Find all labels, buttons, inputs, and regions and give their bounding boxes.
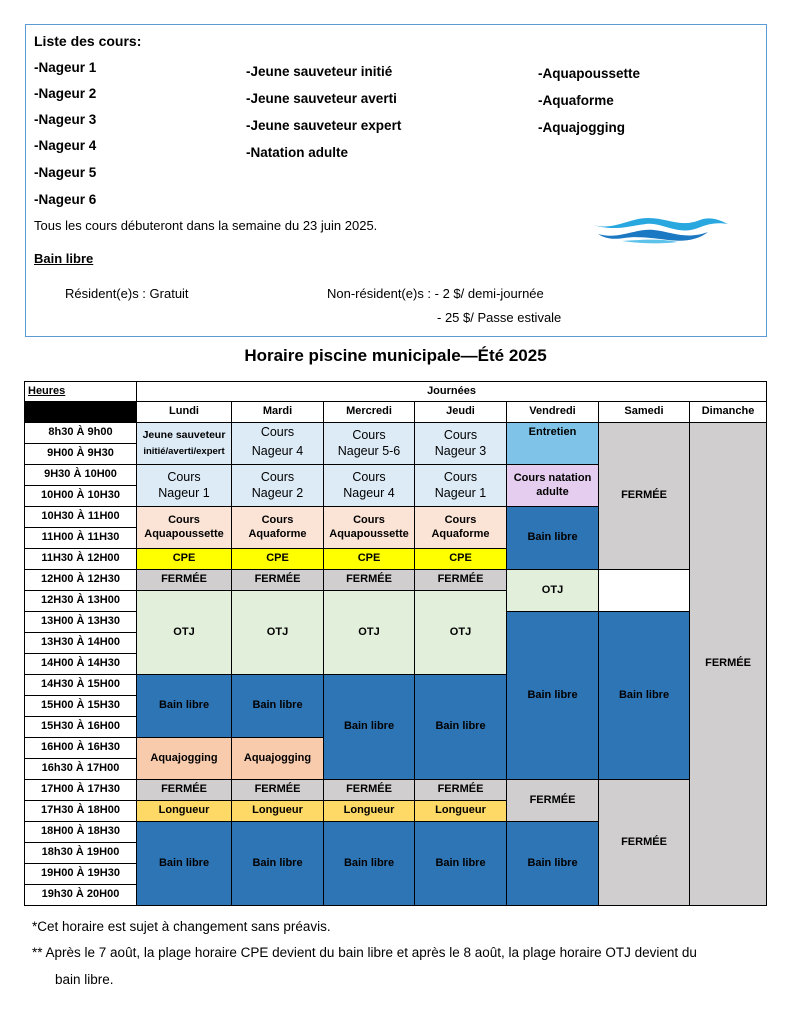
schedule-cell-otj: OTJ (507, 570, 599, 612)
course-item: -Natation adulte (246, 145, 349, 160)
schedule-cell-fermee: FERMÉE (690, 423, 767, 906)
course-item: -Aquaforme (538, 93, 614, 108)
schedule-cell-fermee: FERMÉE (324, 780, 415, 801)
schedule-cell-cpe: CPE (415, 549, 507, 570)
schedule-cell-aquapoussette: Cours Aquapoussette (324, 507, 415, 549)
time-slot: 16h30 À 17H00 (25, 759, 137, 780)
time-slot: 16H00 À 16H30 (25, 738, 137, 759)
time-slot: 15H00 À 15H30 (25, 696, 137, 717)
schedule-cell-bain-libre: Bain libre (232, 822, 324, 906)
schedule-cell-bain-libre: Bain libre (507, 507, 599, 570)
time-slot: 19h30 À 20H00 (25, 885, 137, 906)
course-item: -Aquajogging (538, 120, 625, 135)
time-slot: 13H30 À 14H00 (25, 633, 137, 654)
schedule-cell-entretien: Entretien (507, 423, 599, 465)
time-slot: 18h30 À 19H00 (25, 843, 137, 864)
time-slot: 17H00 À 17H30 (25, 780, 137, 801)
schedule-cell-nageur-3: Cours Nageur 3 (415, 423, 507, 465)
time-slot: 12H30 À 13H00 (25, 591, 137, 612)
schedule-cell-nageur-5-6: Cours Nageur 5-6 (324, 423, 415, 465)
time-slot: 14H00 À 14H30 (25, 654, 137, 675)
schedule-cell-fermee: FERMÉE (599, 423, 690, 570)
schedule-cell-bain-libre: Bain libre (415, 675, 507, 780)
schedule-cell-longueur: Longueur (324, 801, 415, 822)
schedule-cell-bain-libre: Bain libre (507, 822, 599, 906)
schedule-cell-otj: OTJ (137, 591, 232, 675)
schedule-cell-bain-libre: Bain libre (599, 612, 690, 780)
schedule-cell-longueur: Longueur (232, 801, 324, 822)
schedule-cell-nageur-1: Cours Nageur 1 (137, 465, 232, 507)
schedule-cell-otj: OTJ (415, 591, 507, 675)
schedule-cell-fermee: FERMÉE (137, 570, 232, 591)
course-item: -Nageur 3 (34, 112, 97, 127)
time-slot: 9H00 À 9H30 (25, 444, 137, 465)
course-item: -Nageur 6 (34, 192, 97, 207)
schedule-cell-otj: OTJ (324, 591, 415, 675)
course-list-heading: Liste des cours: (34, 33, 142, 49)
footnote: ** Après le 7 août, la plage horaire CPE devient du bain libre et après le 8 août, la plage horaire OTJ devient du (32, 945, 697, 960)
bain-libre-heading: Bain libre (34, 251, 94, 266)
course-item: -Aquapoussette (538, 66, 641, 81)
time-slot: 8h30 À 9h00 (25, 423, 137, 444)
day-header-dimanche: Dimanche (690, 402, 767, 423)
hours-header: Heures (25, 382, 137, 402)
schedule-cell-cpe: CPE (137, 549, 232, 570)
schedule-cell-jeune-sauveteur: Jeune sauveteur initié/averti/expert (137, 423, 232, 465)
days-header: Journées (137, 382, 767, 402)
schedule-cell-aquaforme: Cours Aquaforme (232, 507, 324, 549)
page-title: Horaire piscine municipale—Été 2025 (244, 346, 547, 365)
schedule-cell-nageur-2: Cours Nageur 2 (232, 465, 324, 507)
schedule-cell-otj: OTJ (232, 591, 324, 675)
time-slot: 14H30 À 15H00 (25, 675, 137, 696)
day-header-lundi: Lundi (137, 402, 232, 423)
time-slot: 13H00 À 13H30 (25, 612, 137, 633)
resident-price: Résident(e)s : Gratuit (65, 286, 189, 301)
time-slot: 19H00 À 19H30 (25, 864, 137, 885)
schedule-cell-nageur-1: Cours Nageur 1 (415, 465, 507, 507)
schedule-cell-bain-libre: Bain libre (507, 612, 599, 780)
course-item: -Jeune sauveteur initié (246, 64, 393, 79)
time-slot: 9H30 À 10H00 (25, 465, 137, 486)
schedule-cell-bain-libre: Bain libre (324, 822, 415, 906)
schedule-cell-aquapoussette: Cours Aquapoussette (137, 507, 232, 549)
day-header-vendredi: Vendredi (507, 402, 599, 423)
schedule-cell-fermee: FERMÉE (415, 570, 507, 591)
time-slot: 15H30 À 16H00 (25, 717, 137, 738)
schedule-cell-nageur-4: Cours Nageur 4 (324, 465, 415, 507)
footnote: *Cet horaire est sujet à changement sans préavis. (32, 919, 331, 934)
schedule-cell-natation-adulte: Cours natation adulte (507, 465, 599, 507)
schedule-cell-cpe: CPE (324, 549, 415, 570)
time-slot: 10H00 À 10H30 (25, 486, 137, 507)
time-slot: 17H30 À 18H00 (25, 801, 137, 822)
schedule-cell-fermee: FERMÉE (507, 780, 599, 822)
header-spacer (25, 402, 137, 423)
time-slot: 18H00 À 18H30 (25, 822, 137, 843)
schedule-table (24, 381, 767, 906)
schedule-cell-longueur: Longueur (415, 801, 507, 822)
schedule-cell-fermee: FERMÉE (324, 570, 415, 591)
day-header-mercredi: Mercredi (324, 402, 415, 423)
schedule-cell-bain-libre: Bain libre (415, 822, 507, 906)
schedule-cell-fermee: FERMÉE (232, 780, 324, 801)
course-item: -Jeune sauveteur expert (246, 118, 402, 133)
schedule-cell-fermee: FERMÉE (232, 570, 324, 591)
schedule-cell-bain-libre: Bain libre (232, 675, 324, 738)
time-slot: 11H30 À 12H00 (25, 549, 137, 570)
time-slot: 12H00 À 12H30 (25, 570, 137, 591)
day-header-samedi: Samedi (599, 402, 690, 423)
time-slot: 10H30 À 11H00 (25, 507, 137, 528)
season-pass-price: - 25 $/ Passe estivale (437, 310, 562, 325)
non-resident-price: Non-résident(e)s : - 2 $/ demi-journée (327, 286, 544, 301)
day-header-mardi: Mardi (232, 402, 324, 423)
waves-icon (588, 210, 730, 244)
schedule-cell-bain-libre: Bain libre (324, 675, 415, 780)
course-item: -Nageur 1 (34, 60, 97, 75)
start-note: Tous les cours débuteront dans la semaine du 23 juin 2025. (34, 218, 378, 233)
course-item: -Nageur 2 (34, 86, 97, 101)
footnote: bain libre. (55, 972, 114, 987)
time-slot: 11H00 À 11H30 (25, 528, 137, 549)
schedule-cell-cpe: CPE (232, 549, 324, 570)
schedule-cell-bain-libre: Bain libre (137, 675, 232, 738)
schedule-cell-longueur: Longueur (137, 801, 232, 822)
schedule-cell-fermee: FERMÉE (599, 780, 690, 906)
schedule-cell-aquajogging: Aquajogging (137, 738, 232, 780)
schedule-cell-aquaforme: Cours Aquaforme (415, 507, 507, 549)
schedule-cell-fermee: FERMÉE (415, 780, 507, 801)
course-item: -Nageur 4 (34, 138, 97, 153)
schedule-cell-fermee: FERMÉE (137, 780, 232, 801)
course-item: -Jeune sauveteur averti (246, 91, 397, 106)
schedule-cell-nageur-4: Cours Nageur 4 (232, 423, 324, 465)
course-item: -Nageur 5 (34, 165, 97, 180)
schedule-cell-bain-libre: Bain libre (137, 822, 232, 906)
day-header-jeudi: Jeudi (415, 402, 507, 423)
schedule-cell-aquajogging: Aquajogging (232, 738, 324, 780)
